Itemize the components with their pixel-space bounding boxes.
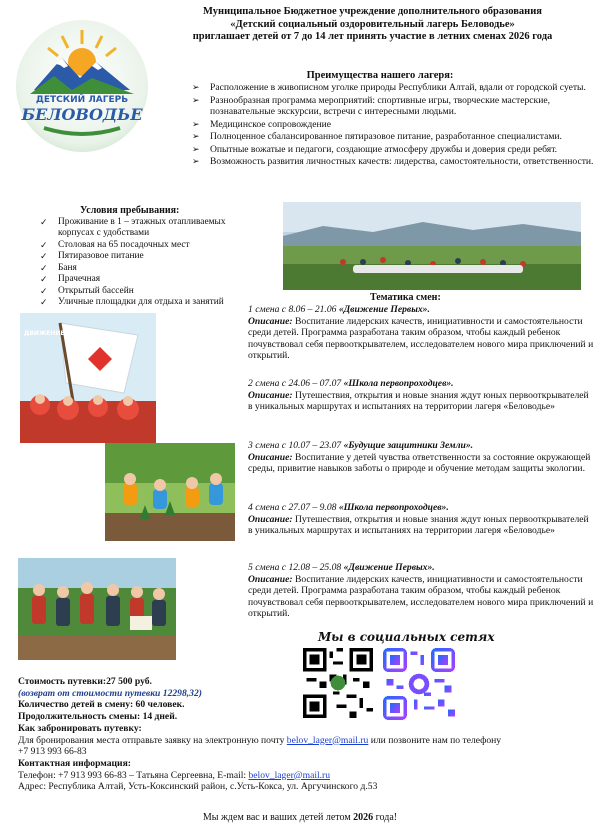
list-item: ✓ Баня — [40, 262, 77, 273]
header-line-3: приглашает детей от 7 до 14 лет принять участие в летних сменах 2026 года — [192, 31, 553, 43]
contacts-email-link[interactable]: belov_lager@mail.ru — [248, 769, 331, 781]
list-item: ✓ Открытый бассейн — [40, 285, 134, 296]
shift-2 — [248, 378, 594, 413]
shift-description: Воспитание у детей чувства ответственности за состояние окружающей среды, привитие навыков заботы о природе и обучение методам защиты экологии. — [248, 451, 591, 474]
logo-top-text: ДЕТСКИЙ ЛАГЕРЬ — [35, 95, 129, 105]
list-item: ➢ Медицинское сопровождение — [192, 118, 332, 130]
list-item: ➢ Расположение в живописном уголке природы Республики Алтай, вдали от городской суеты. — [192, 82, 586, 93]
booking-phone: +7 913 993 66-83 — [18, 746, 87, 758]
shift-name: «Движение Первых». — [338, 304, 430, 315]
check-icon: ✓ — [40, 274, 48, 285]
shift-description: Путешествия, открытия и новые знания ждут юных первооткрывателей в уникальных маршрутах и испытаниях на территории лагеря «Беловодье» — [248, 513, 589, 536]
shift-name: «Движение Первых». — [343, 562, 435, 573]
arrow-bullet-icon: ➢ — [192, 94, 200, 105]
shift-dates: 4 смена с 27.07 – 9.08 — [248, 502, 339, 513]
conditions-list — [38, 217, 233, 309]
themes-title: Тематика смен: — [370, 292, 441, 303]
shift-description: Воспитание лидерских качеств, инициативности и самостоятельности среди детей. Программа разработана таким образом, чтобы каждый ребенок почувствовал себя первооткрывателем, исследователем нового мира приключений и открытий. — [248, 573, 594, 619]
shift-dates: 2 смена с 24.06 – 07.07 — [248, 378, 344, 389]
check-icon: ✓ — [40, 217, 48, 227]
shift-dates: 1 смена с 8.06 – 21.06 — [248, 304, 339, 315]
logo-name: БЕЛОВОДЬЕ — [21, 105, 143, 124]
shift-3 — [248, 440, 594, 475]
check-icon: ✓ — [40, 251, 48, 262]
description-label: Описание: — [248, 513, 293, 525]
list-item: ➢ Разнообразная программа мероприятий: спортивные игры, творческие мастерские, познавательные экскурсии, встречи с интересными людьми. — [192, 94, 551, 117]
header-line-1: Муниципальное Бюджетное учреждение дополнительного образования — [203, 6, 542, 17]
shift-description: Путешествия, открытия и новые знания ждут юных первооткрывателей в уникальных маршрутах и испытаниях на территории лагеря «Беловодье» — [248, 389, 589, 412]
booking-title: Как забронировать путевку: — [18, 722, 142, 734]
footer-invitation: Мы ждем вас и ваших детей летом 2026 года! — [202, 812, 398, 823]
arrow-bullet-icon: ➢ — [192, 82, 200, 92]
shift-description: Воспитание лидерских качеств, инициативности и самостоятельности среди детей. Программа разработана таким образом, чтобы каждый ребенок почувствовал себя первооткрывателем, исследователем нового мира приключений и открытий. — [248, 315, 594, 361]
shift-dates: 5 смена с 12.08 – 25.08 — [248, 562, 344, 573]
list-item: ➢ Опытные вожатые и педагоги, создающие атмосферу дружбы и доверия среди ребят. — [192, 143, 558, 155]
list-item: ✓ Пятиразовое питание — [40, 251, 144, 262]
contacts-phone: Телефон: +7 913 993 66-83 – Татьяна Сергеевна, E-mail: belov_lager@mail.ru — [18, 769, 331, 781]
shift-4 — [248, 502, 594, 537]
check-icon: ✓ — [40, 285, 48, 296]
description-label: Описание: — [248, 573, 293, 585]
list-item: ✓ Столовая на 65 посадочных мест — [40, 239, 190, 250]
planting-photo — [105, 443, 235, 541]
footer-year: 2026 — [353, 812, 374, 823]
list-item: ➢ Возможность развития личностных качеств: лидерства, самостоятельности, ответственности. — [192, 156, 594, 167]
list-item: ✓ Прачечная — [40, 274, 101, 285]
shift-1 — [248, 304, 594, 362]
arrow-bullet-icon: ➢ — [192, 118, 200, 129]
description-label: Описание: — [248, 389, 293, 401]
advantages-list — [190, 82, 595, 169]
description-label: Описание: — [248, 451, 293, 463]
camp-logo — [14, 18, 150, 154]
check-icon: ✓ — [40, 262, 48, 273]
description-label: Описание: — [248, 315, 293, 327]
arrow-bullet-icon: ➢ — [192, 143, 200, 154]
arrow-bullet-icon: ➢ — [192, 131, 200, 141]
header-line-2: «Детский социальный оздоровительный лагерь Беловодье» — [230, 18, 515, 30]
shift-duration: Продолжительность смены: 14 дней. — [18, 711, 178, 723]
shift-name: «Школа первопроходцев». — [343, 378, 454, 389]
shift-5 — [248, 562, 594, 620]
list-item: ✓ Уличные площадки для отдыха и занятий — [40, 297, 224, 308]
hiking-photo — [18, 558, 176, 660]
conditions-title: Условия пребывания: — [80, 205, 180, 216]
group-photo-mountain — [283, 202, 581, 290]
check-icon: ✓ — [40, 239, 48, 250]
contacts-address: Адрес: Республика Алтай, Усть-Коксинский район, с.Усть-Кокса, ул. Аргучинского д.53 — [18, 781, 378, 793]
price-line: Стоимость путевки:27 500 руб. — [18, 676, 152, 687]
flag-photo-text: ДВИЖЕНИЕ ПЕРВЫХ — [24, 330, 96, 337]
list-item: ✓ Проживание в 1 – этажных отапливаемых корпусах с удобствами — [40, 217, 226, 239]
booking-email-link[interactable]: belov_lager@mail.ru — [286, 734, 369, 746]
check-icon: ✓ — [40, 297, 48, 308]
children-count: Количество детей в смену: 60 человек. — [18, 699, 185, 711]
flag-photo — [20, 313, 156, 443]
list-item: ➢ Полноценное сбалансированное пятиразовое питание, разработанное специалистами. — [192, 131, 562, 142]
contacts-title: Контактная информация: — [18, 757, 131, 769]
shift-name: «Школа первопроходцев». — [338, 502, 449, 513]
pricing-block — [18, 676, 593, 793]
page-header — [150, 6, 595, 44]
shift-name: «Будущие защитники Земли». — [343, 440, 474, 451]
refund-line: (возврат от стоимости путевки 12298,32) — [18, 687, 202, 699]
booking-text: Для бронирования места отправьте заявку на электронную почту belov_lager@mail.ru или позвоните нам по телефону — [18, 734, 502, 746]
shift-dates: 3 смена с 10.07 – 23.07 — [248, 440, 344, 451]
advantages-title: Преимущества нашего лагеря: — [306, 70, 454, 81]
social-title: Мы в социальных сетях — [318, 630, 495, 644]
arrow-bullet-icon: ➢ — [192, 156, 200, 166]
